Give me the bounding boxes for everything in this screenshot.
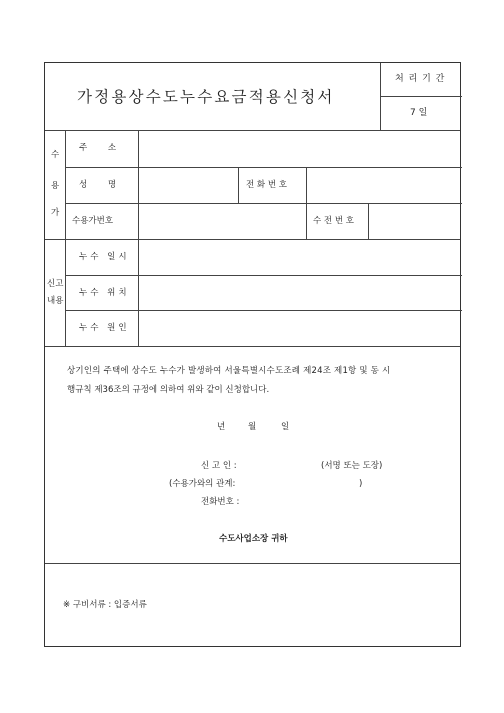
divider: [65, 275, 462, 276]
divider: [45, 563, 460, 564]
signature-note: (서명 또는 도장): [321, 461, 383, 471]
address-label: 주 소: [79, 143, 126, 153]
statement-line-2: 행규칙 제36조의 규정에 의하여 위와 같이 신청합니다.: [67, 385, 270, 395]
divider: [65, 203, 462, 204]
divider: [45, 130, 460, 131]
processing-period-label: 처 리 기 간: [395, 74, 446, 84]
section-label-char: 용: [51, 181, 60, 191]
divider: [306, 203, 307, 239]
divider: [238, 167, 239, 203]
divider: [368, 203, 369, 239]
report-section-label: 신고: [47, 279, 64, 289]
date-year: 년: [217, 422, 226, 432]
date-month: 월: [248, 422, 257, 432]
applicant-phone-label: 전화번호 :: [201, 497, 240, 507]
applicant-label: 신 고 인 :: [201, 461, 237, 471]
date-day: 일: [281, 422, 290, 432]
statement-line-1: 상기인의 주택에 상수도 누수가 발생하여 서울특별시수도조례 제24조 제1항 및 동 시: [67, 366, 391, 376]
phone-label: 전 화 번 호: [246, 180, 287, 190]
report-section-label: 내용: [47, 296, 64, 306]
divider: [65, 310, 462, 311]
leak-date-label: 누수 일시: [79, 252, 130, 262]
consumer-number-label: 수용가번호: [72, 216, 114, 226]
relation-close: ): [359, 479, 363, 489]
divider: [65, 167, 462, 168]
divider: [45, 239, 460, 240]
form-title: 가정용상수도누수요금적용신청서: [77, 88, 335, 106]
divider: [380, 63, 381, 130]
name-label: 성 명: [79, 180, 126, 190]
divider: [65, 130, 66, 346]
divider: [380, 96, 462, 97]
required-documents: ※ 구비서류 : 입증서류: [63, 600, 147, 610]
leak-cause-label: 누수 원인: [79, 323, 130, 333]
section-label-char: 수: [51, 150, 60, 160]
application-form: [44, 62, 461, 647]
divider: [306, 167, 307, 203]
divider: [138, 130, 139, 346]
leak-location-label: 누수 위치: [79, 288, 130, 298]
relation-label: (수용가와의 관계:: [169, 479, 236, 489]
divider: [45, 346, 460, 347]
processing-period-value: 7 일: [410, 108, 428, 118]
section-label-char: 가: [51, 208, 60, 218]
meter-number-label: 수 전 번 호: [313, 216, 354, 226]
recipient: 수도사업소장 귀하: [219, 534, 288, 544]
